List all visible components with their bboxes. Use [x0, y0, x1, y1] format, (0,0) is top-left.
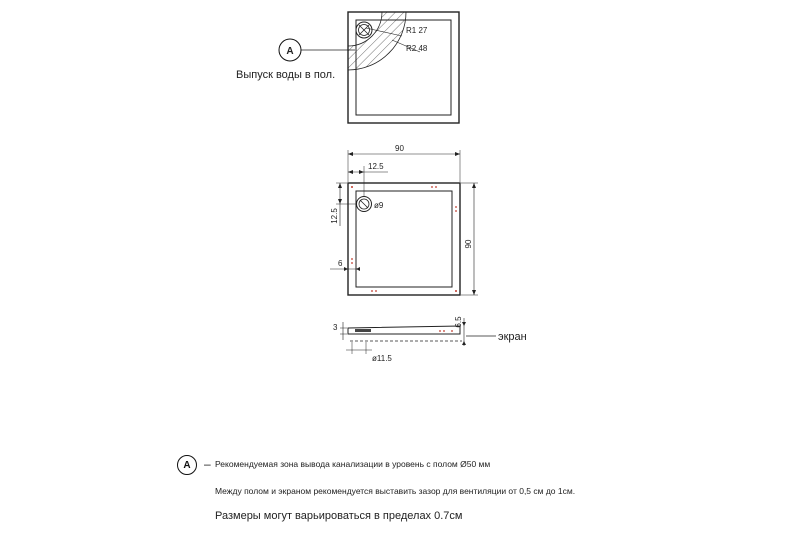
width-dim: 90	[395, 144, 404, 153]
callout-a-letter: A	[286, 46, 294, 57]
side-view	[333, 316, 527, 363]
side-height-right: 6.5	[454, 316, 463, 328]
side-height-left: 3	[333, 323, 338, 332]
offset-x-dim: 12.5	[368, 162, 384, 171]
r1-label: R1 27	[406, 26, 428, 35]
rim-dim: 6	[338, 259, 343, 268]
r2-label: R2 48	[406, 44, 428, 53]
legend-dash: –	[204, 457, 211, 471]
offset-y-dim: 12.5	[330, 208, 339, 224]
height-dim: 90	[464, 239, 473, 249]
legend-a-badge: A	[177, 455, 197, 475]
screen-label: экран	[498, 331, 527, 343]
note-drain-zone: Рекомендуемая зона вывода канализации в уровень с полом Ø50 мм	[215, 459, 491, 469]
note-tolerance: Размеры могут варьироваться в пределах 0.7см	[215, 510, 463, 522]
pipe-diameter: ø11.5	[372, 354, 392, 363]
note-ventilation-gap: Между полом и экраном рекомендуется выставить зазор для вентиляции от 0,5 см до 1см.	[215, 486, 576, 496]
drain-diameter-label: ø9	[374, 201, 384, 210]
plan-view	[330, 144, 478, 295]
side-drain-fitting	[355, 329, 371, 332]
drain-zone-hatch	[348, 12, 406, 70]
drain-label: Выпуск воды в пол.	[236, 69, 336, 81]
top-view	[236, 12, 459, 123]
